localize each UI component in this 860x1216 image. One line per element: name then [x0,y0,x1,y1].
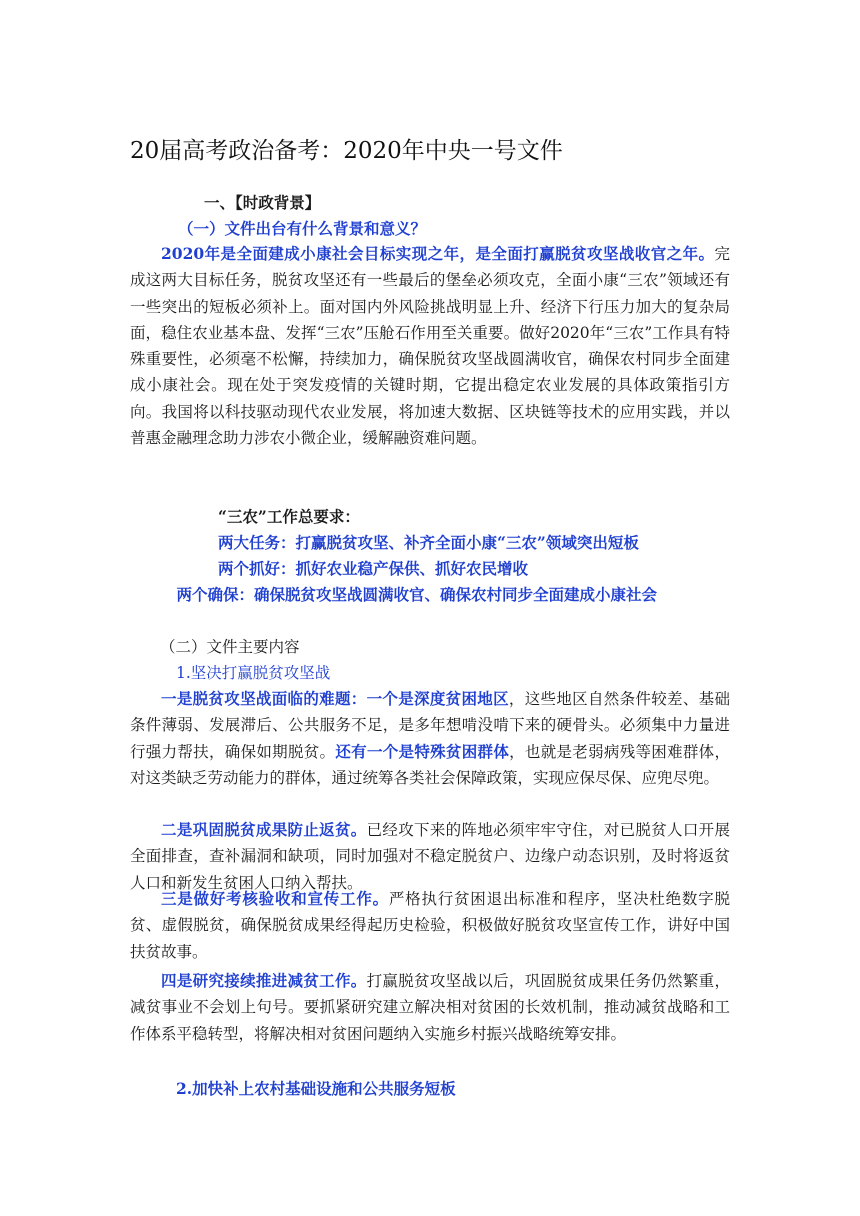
item-heading-2: 2.加快补上农村基础设施和公共服务短板 [176,1079,456,1098]
two-tasks-line: 两大任务：打赢脱贫攻坚、补齐全面小康“三农”领域突出短板 [218,533,639,552]
paragraph-body: ，这些地区自然条件较差、基础条件薄弱、发展滞后、公共服务不足，是多年想啃没啃下来的硬骨头。必须集中力量进行强力帮扶，确保如期脱贫。 [130,690,730,761]
paragraph-lead: 三是做好考核验收和宣传工作。 [161,889,389,908]
two-grasps-line: 两个抓好：抓好农业稳产保供、抓好农民增收 [218,559,529,578]
paragraph-body: 打赢脱贫攻坚战以后，巩固脱贫成果任务仍然繁重，减贫事业不会划上句号。要抓紧研究建立解决相对贫困的长效机制，推动减贫战略和工作体系平稳转型，将解决相对贫困问题纳入实施乡村振兴战略统筹安排。 [130,972,730,1043]
sannong-heading: “三农”工作总要求： [218,507,360,526]
two-ensures-line [130,582,730,634]
paragraph-lead: 还有一个是特殊贫困群体 [335,741,510,761]
subsection-heading-1: （一）文件出台有什么背景和意义？ [178,219,427,238]
paragraph-body: 严格执行贫困退出标准和程序，坚决杜绝数字脱贫、虚假脱贫，确保脱贫成果经得起历史检验，积极做好脱贫攻坚宣传工作，讲好中国扶贫故事。 [130,890,730,961]
paragraph-difficulties [130,686,730,816]
subsection-heading-2: （二）文件主要内容 [160,638,300,656]
paragraph-lead: 一是脱贫攻坚战面临的难题： [161,689,367,708]
paragraph-consolidate [130,817,730,895]
paragraph-background [130,241,730,503]
two-ensures-text: 两个确保：确保脱贫攻坚战圆满收官、确保农村同步全面建成小康社会 [176,585,658,604]
paragraph-lead: 一个是深度贫困地区 [366,689,509,708]
paragraph-body: 完成这两大目标任务，脱贫攻坚还有一些最后的堡垒必须攻克，全面小康“三农”领域还有一些突出的短板必须补上。面对国内外风险挑战明显上升、经济下行压力加大的复杂局面，稳住农业基本盘、发挥“三农”压舱石作用至关重要。做好2020年“三农”工作具有特殊重要性，必须毫不松懈，持续加力，确保脱贫攻坚战圆满收官，确保农村同步全面建成小康社会。现在处于突发疫情的关键时期，它提出稳定农业发展的具体政策指引方向。我国将以科技驱动现代农业发展，将加速大数据、区块链等技术的应用实践，并以普惠金融理念助力涉农小微企业，缓解融资难问题。 [130,245,730,448]
paragraph-body: 已经攻下来的阵地必须牢牢守住，对已脱贫人口开展全面排查，查补漏洞和缺项，同时加强对不稳定脱贫户、边缘户动态识别，及时将返贫人口和新发生贫困人口纳入帮扶。 [130,821,730,892]
paragraph-lead: 二是巩固脱贫成果防止返贫。 [161,820,367,839]
paragraph-poverty-reduction [130,968,730,1072]
paragraph-lead: 四是研究接续推进减贫工作。 [161,971,367,990]
paragraph-body: ，也就是老弱病残等困难群体，对这类缺乏劳动能力的群体，通过统筹各类社会保障政策，实现应保尽保、应兜尽兜。 [130,742,730,787]
section-heading-background: 一、【时政背景】 [204,193,321,212]
paragraph-lead: 2020年是全面建成小康社会目标实现之年，是全面打赢脱贫攻坚战收官之年。 [161,244,715,263]
page-title: 20届高考政治备考：2020年中央一号文件 [130,138,563,164]
item-heading-1: 1.坚决打赢脱贫攻坚战 [176,664,331,682]
paragraph-assessment [130,886,730,964]
